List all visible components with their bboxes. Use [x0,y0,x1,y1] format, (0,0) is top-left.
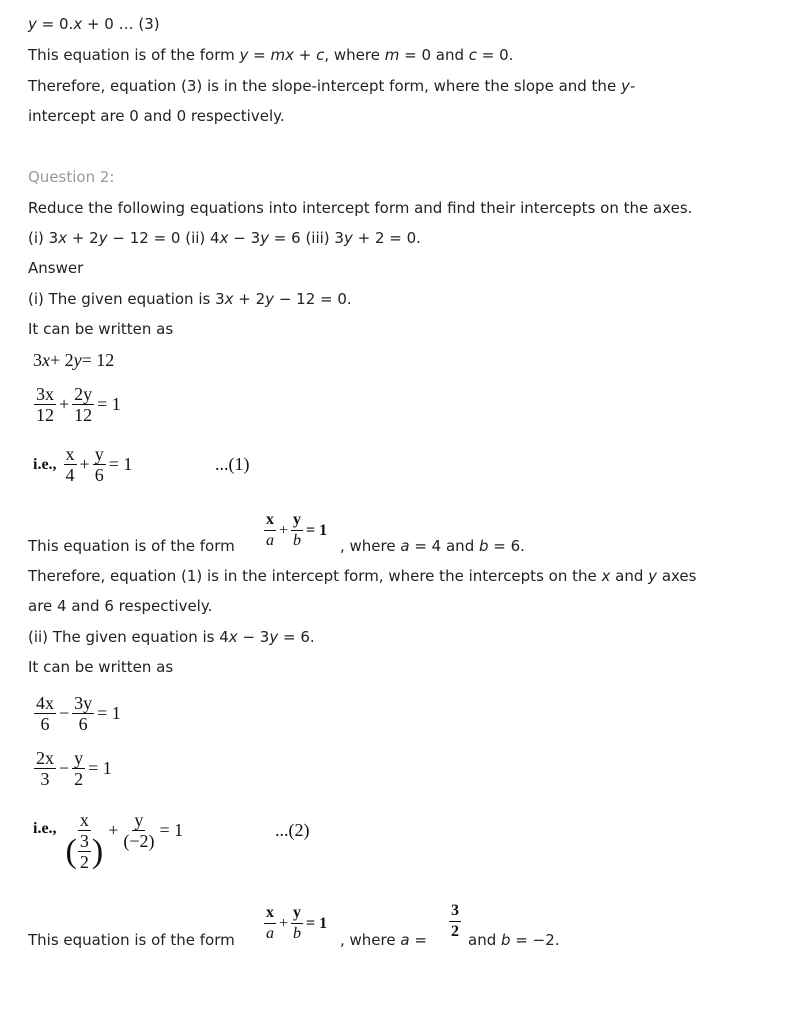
math-text: 3 [33,350,42,370]
text-segment: − 12 = 0 (ii) 4 [107,229,220,247]
math-text: = 12 [81,350,115,370]
text-line [28,14,160,34]
numerator: x [264,903,276,924]
numerator: 4x [36,693,54,713]
text-segment: , where [340,537,401,555]
equals-one: = 1 [97,703,121,723]
math-variable: b [501,931,511,949]
numerator: 3 [449,901,461,922]
denominator: 2 [79,852,89,872]
numerator: 2x [36,748,54,768]
text-line [28,76,635,96]
denominator: a [266,925,274,942]
text-segment: + 2 = 0. [352,229,421,247]
denominator: b [293,925,302,942]
text-line [28,596,212,616]
math-variable: x [73,15,83,33]
fraction [64,444,77,485]
text-segment: This equation is of the form [28,46,240,64]
equals-one: = 1 [306,521,328,539]
math-variable: x [601,567,611,585]
math-variable: y [343,229,353,247]
equals-one: = 1 [88,758,112,778]
denominator: 4 [65,465,75,485]
text-segment: = [248,46,271,64]
math-var: x [42,350,50,370]
text-line [28,536,235,556]
equation-tag-1 [215,454,250,475]
denominator: 6 [40,714,50,734]
math-variable: m [384,46,400,64]
text-line [340,930,427,950]
plus-sign: + [279,914,289,932]
text-line [28,258,83,278]
denominator: 12 [74,405,93,425]
text-segment: are 4 and 6 respectively. [28,597,213,615]
equation-3x-2y-12 [33,350,114,371]
text-segment: Question 2: [28,168,115,186]
minus-sign: − [59,758,70,778]
numerator: 3 [79,831,89,851]
numerator: x [65,444,75,464]
text-segment: + 2 [67,229,99,247]
fraction [34,384,56,425]
equation-tag-2 [275,820,310,841]
denominator: 12 [36,405,54,425]
math-variable: mx [270,46,294,64]
math-variable: c [468,46,477,64]
text-segment: = [409,931,427,949]
equals-one: = 1 [97,394,121,414]
intercept-form-formula-2 [263,903,329,944]
text-segment: + [293,46,317,64]
fraction [78,831,91,872]
math-text: + 2 [50,350,74,370]
numerator: x [79,810,89,830]
text-line [28,106,285,126]
math-variable: a [400,537,410,555]
text-segment: It can be written as [28,658,174,676]
fraction [264,903,276,944]
text-segment: This equation is of the form [28,537,235,555]
equation-2 [33,810,185,872]
a-value-fraction [448,901,462,942]
text-segment: = 4 and [409,537,479,555]
fraction [291,903,303,944]
text-line [28,319,173,339]
text-line [28,289,352,309]
text-segment: - [629,77,636,95]
text-segment: and [468,931,501,949]
text-segment: , where [324,46,385,64]
math-variable: y [98,229,108,247]
denominator: 2 [74,769,84,789]
math-variable: y [648,567,658,585]
text-segment: This equation is of the form [28,931,235,949]
text-segment: − 3 [237,628,270,646]
math-variable: y [620,77,630,95]
text-segment: − 3 [228,229,261,247]
numerator: y [291,903,303,924]
numerator: 2y [74,384,93,404]
numerator: y [74,748,84,768]
equation-1 [33,444,134,485]
text-segment: Therefore, equation (1) is in the intercept form, where the intercepts on the [28,567,602,585]
math-variable: y [28,15,37,33]
text-line [340,536,525,556]
paren: ) [91,832,104,870]
text-line [28,566,696,586]
tag: ...(1) [215,454,250,474]
fraction [93,444,106,485]
numerator: y [134,810,144,830]
math-variable: x [228,628,238,646]
text-segment: = 6. [278,628,315,646]
fraction [72,748,85,789]
equation-fraction-6 [33,693,123,734]
equals-one: = 1 [306,914,328,932]
tag: ...(2) [275,820,310,840]
text-line [28,228,421,248]
fraction [291,510,303,551]
plus-sign: + [59,394,70,414]
text-segment: Reduce the following equations into intercept form and find their intercepts on the axes. [28,199,693,217]
text-segment: (ii) The given equation is 4 [28,628,229,646]
denominator: a [266,532,274,549]
fraction [34,748,56,789]
math-variable: y [265,290,275,308]
text-segment: axes [657,567,697,585]
plus-sign: + [279,521,289,539]
denominator: 6 [94,465,104,485]
equals-one: = 1 [159,820,184,840]
numerator: x [264,510,276,531]
text-segment: (i) 3 [28,229,59,247]
math-variable: c [316,46,325,64]
text-segment: = 6 (iii) 3 [269,229,344,247]
text-segment: Therefore, equation (3) is in the slope-intercept form, where the slope and the [28,77,621,95]
denominator [64,831,106,872]
text-segment: It can be written as [28,320,174,338]
fraction [72,693,94,734]
ie-label: i.e., [33,820,57,837]
equals-one: = 1 [108,454,133,474]
text-segment: = −2. [510,931,560,949]
equation-fraction-simplified [33,748,114,789]
denominator: 3 [40,769,50,789]
text-line [28,930,235,950]
denominator: 2 [451,923,459,940]
math-variable: y [269,628,279,646]
math-variable: x [219,229,229,247]
numerator: y [291,510,303,531]
text-line [28,45,513,65]
text-segment: Answer [28,259,84,277]
fraction [121,810,156,851]
text-segment: (i) The given equation is 3 [28,290,225,308]
numerator: 3x [36,384,54,404]
text-line [28,627,315,647]
plus-sign: + [79,454,90,474]
text-segment: = 0. [36,15,74,33]
math-variable: x [224,290,234,308]
paren: ( [65,832,77,870]
question-heading [28,167,114,187]
text-line [28,657,173,677]
math-var: y [73,350,82,370]
fraction [64,810,106,872]
text-segment: = 0 and [399,46,469,64]
text-segment: and [610,567,649,585]
text-segment: = 0. [477,46,514,64]
math-variable: y [239,46,249,64]
intercept-form-formula [263,510,329,551]
text-segment: + 2 [233,290,266,308]
math-variable: x [58,229,68,247]
fraction [72,384,94,425]
text-segment: , where [340,931,401,949]
fraction [264,510,276,551]
fraction [34,693,56,734]
math-variable: a [400,931,410,949]
math-variable: y [260,229,270,247]
ie-label: i.e., [33,455,57,473]
plus-sign: + [108,820,119,840]
text-line [468,930,560,950]
text-segment: intercept are 0 and 0 respectively. [28,107,285,125]
minus-sign: − [59,703,70,723]
denominator: (−2) [123,831,155,851]
text-line [28,198,692,218]
math-variable: b [478,537,489,555]
denominator: b [293,532,302,549]
numerator: y [94,444,104,464]
text-segment: − 12 = 0. [274,290,352,308]
numerator: 3y [74,693,93,713]
text-segment: + 0 … (3) [82,15,160,33]
text-segment: = 6. [488,537,525,555]
equation-fraction-12 [33,384,123,425]
fraction [449,901,461,942]
denominator: 6 [78,714,88,734]
